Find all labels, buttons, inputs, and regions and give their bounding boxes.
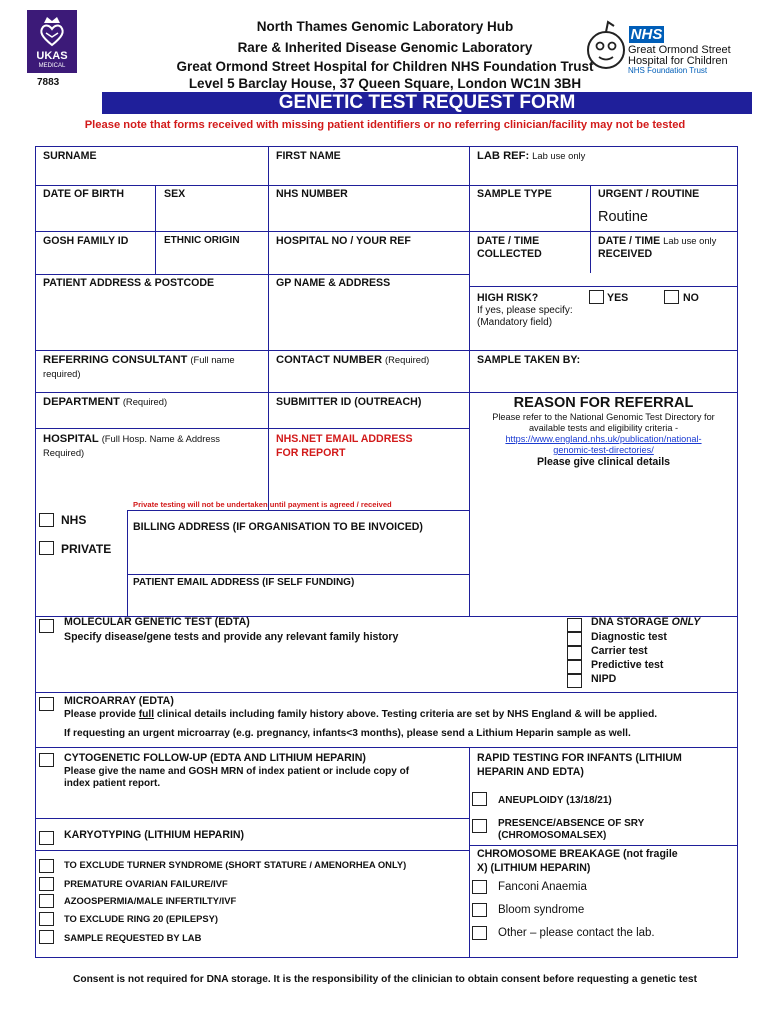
- rapid-line1: RAPID TESTING FOR INFANTS (LITHIUM: [477, 752, 682, 764]
- billing-address-label: BILLING ADDRESS (IF ORGANISATION TO BE INVOICED): [133, 521, 423, 533]
- grid-line: [35, 274, 469, 275]
- department-note: (Required): [122, 396, 168, 407]
- form-title: [102, 92, 752, 114]
- rapid-line2: HEPARIN AND EDTA): [477, 766, 584, 778]
- grid-line: [127, 510, 128, 616]
- cytogenetic-checkbox[interactable]: [39, 753, 54, 767]
- aneuploidy-checkbox[interactable]: [472, 792, 487, 806]
- aneuploidy-label: ANEUPLOIDY (13/18/21): [498, 795, 612, 806]
- rapid-title: [477, 752, 682, 778]
- referring-consultant-note: (Full name: [190, 354, 235, 365]
- hospital-label: [43, 433, 265, 458]
- date-collected-line1: DATE / TIME: [477, 235, 540, 247]
- breakage-line2: X) (LITHIUM HEPARIN): [477, 862, 591, 874]
- reason-clinical: Please give clinical details: [536, 456, 671, 468]
- molecular-checkbox[interactable]: [39, 619, 54, 633]
- grid-line: [469, 146, 470, 616]
- nhs-checkbox[interactable]: [39, 513, 54, 527]
- referring-consultant-note2: required): [43, 368, 81, 379]
- nhs-email-label: [276, 433, 413, 459]
- form-title-text: GENETIC TEST REQUEST FORM: [278, 92, 576, 113]
- hospital-no-label: HOSPITAL NO / YOUR REF: [276, 235, 411, 247]
- predictive-label: Predictive test: [591, 659, 664, 671]
- fanconi-checkbox[interactable]: [472, 880, 487, 894]
- nhs-email-line1: NHS.NET EMAIL ADDRESS: [276, 433, 413, 445]
- dna-storage-only: ONLY: [671, 616, 701, 628]
- lab-requested-checkbox[interactable]: [39, 930, 54, 944]
- nhs-email-line2: FOR REPORT: [276, 447, 346, 459]
- reason-title: REASON FOR REFERRAL: [513, 395, 694, 411]
- contact-number-note: (Required): [385, 354, 430, 365]
- sex-label: SEX: [164, 188, 186, 200]
- grid-line: [35, 185, 738, 186]
- gosh-child-icon: [584, 20, 632, 75]
- gosh-name1: Great Ormond Street: [628, 44, 731, 56]
- breakage-line1: CHROMOSOME BREAKAGE (not fragile: [477, 848, 678, 860]
- other-label: Other – please contact the lab.: [498, 927, 655, 939]
- grid-line: [469, 845, 738, 846]
- header-line3: Great Ormond Street Hospital for Children NHS Foundation Trust: [176, 59, 594, 74]
- microarray-line1-post: clinical details including family history above. Testing criteria are set by NHS England & will be applied.: [154, 709, 658, 720]
- cytogenetic-note2: index patient report.: [64, 778, 161, 789]
- high-risk-note2: (Mandatory field): [477, 317, 553, 328]
- breakage-title: [477, 848, 678, 874]
- reason-link2[interactable]: genomic-test-directories/: [553, 445, 654, 455]
- lab-requested-label: SAMPLE REQUESTED BY LAB: [64, 932, 202, 943]
- patient-email-label: PATIENT EMAIL ADDRESS (IF SELF FUNDING): [133, 577, 355, 588]
- dna-storage-label: [591, 616, 700, 628]
- grid-line: [469, 747, 470, 958]
- date-received-note: Lab use only: [663, 235, 717, 246]
- contact-number-text: CONTACT NUMBER: [276, 354, 383, 366]
- date-received-line1: DATE / TIME: [598, 235, 661, 247]
- private-billing-label: PRIVATE: [61, 542, 112, 556]
- karyotyping-checkbox[interactable]: [39, 831, 54, 845]
- hospital-note2: Required): [43, 447, 85, 458]
- turner-label: TO EXCLUDE TURNER SYNDROME (SHORT STATURE / AMENORHEA ONLY): [64, 859, 407, 870]
- gosh-trust: NHS Foundation Trust: [628, 66, 708, 75]
- sample-taken-by-label: SAMPLE TAKEN BY:: [477, 354, 581, 366]
- grid-line: [35, 850, 469, 851]
- cytogenetic-title: CYTOGENETIC FOLLOW-UP (EDTA AND LITHIUM HEPARIN): [64, 752, 366, 764]
- grid-line: [35, 428, 469, 429]
- private-note: Private testing will not be undertaken until payment is agreed / received: [133, 500, 392, 509]
- ring20-checkbox[interactable]: [39, 912, 54, 926]
- high-risk-yes-checkbox[interactable]: [589, 290, 604, 304]
- azoospermia-label: AZOOSPERMIA/MALE INFERTILTY/IVF: [64, 895, 237, 906]
- gosh-name2: Hospital for Children: [628, 55, 728, 67]
- date-collected-label: [477, 235, 542, 260]
- bloom-label: Bloom syndrome: [498, 904, 585, 916]
- grid-line: [35, 392, 738, 393]
- sry-checkbox[interactable]: [472, 819, 487, 833]
- department-text: DEPARTMENT: [43, 396, 120, 408]
- grid-line: [155, 185, 156, 275]
- grid-line: [469, 286, 738, 287]
- microarray-line2: If requesting an urgent microarray (e.g. pregnancy, infants<3 months), please send a Lithium Heparin sample as well.: [64, 728, 631, 739]
- routine-value[interactable]: Routine: [598, 209, 648, 225]
- ovarian-label: PREMATURE OVARIAN FAILURE/IVF: [64, 878, 228, 889]
- nipd-label: NIPD: [591, 673, 617, 685]
- high-risk-yes-label: YES: [607, 292, 629, 304]
- lab-ref-label: [477, 150, 585, 162]
- reason-link1[interactable]: https://www.england.nhs.uk/publication/national-: [505, 434, 702, 444]
- bloom-checkbox[interactable]: [472, 903, 487, 917]
- nipd-checkbox[interactable]: [567, 674, 582, 688]
- gosh-logo: [584, 20, 754, 75]
- grid-line: [469, 231, 738, 232]
- ukas-text: UKAS: [36, 50, 68, 62]
- reason-note2: available tests and eligibility criteria -: [528, 423, 679, 433]
- dna-storage-checkbox[interactable]: [567, 618, 582, 632]
- grid-line: [35, 231, 469, 232]
- header-line1: North Thames Genomic Laboratory Hub: [256, 19, 514, 34]
- ethnic-origin-label: ETHNIC ORIGIN: [164, 235, 240, 246]
- header-line2: Rare & Inherited Disease Genomic Laboratory: [237, 40, 533, 55]
- diagnostic-label: Diagnostic test: [591, 631, 667, 643]
- high-risk-note1: If yes, please specify:: [477, 305, 573, 316]
- ovarian-checkbox[interactable]: [39, 877, 54, 891]
- date-received-line2: RECEIVED: [598, 248, 653, 260]
- grid-line: [35, 747, 738, 748]
- predictive-checkbox[interactable]: [567, 660, 582, 674]
- high-risk-no-checkbox[interactable]: [664, 290, 679, 304]
- grid-line: [590, 185, 591, 273]
- header-line4: Level 5 Barclay House, 37 Queen Square, London WC1N 3BH: [188, 76, 582, 91]
- private-checkbox[interactable]: [39, 541, 54, 555]
- fanconi-label: Fanconi Anaemia: [498, 881, 587, 893]
- footer-note: Consent is not required for DNA storage. It is the responsibility of the clinician to obtain consent before requesting a genetic test: [73, 974, 697, 985]
- microarray-line1: [64, 709, 657, 720]
- ukas-number: 7883: [37, 77, 60, 88]
- sry-label: [498, 818, 644, 841]
- surname-label: SURNAME: [43, 150, 97, 162]
- grid-line: [127, 510, 469, 511]
- gosh-family-id-label: GOSH FAMILY ID: [43, 235, 129, 247]
- microarray-title: MICROARRAY (EDTA): [64, 695, 174, 707]
- ring20-label: TO EXCLUDE RING 20 (EPILEPSY): [64, 913, 219, 924]
- referring-consultant-label: [43, 354, 263, 379]
- urgent-routine-label: URGENT / ROUTINE: [598, 188, 700, 200]
- grid-line: [35, 350, 738, 351]
- grid-line: [35, 818, 469, 819]
- sample-type-label: SAMPLE TYPE: [477, 188, 552, 200]
- sry-line2: (CHROMOSOMALSEX): [498, 830, 607, 841]
- turner-checkbox[interactable]: [39, 859, 54, 873]
- microarray-line1-underline: full: [138, 709, 155, 720]
- date-collected-line2: COLLECTED: [477, 248, 542, 260]
- hospital-text: HOSPITAL: [43, 433, 99, 445]
- cytogenetic-note1: Please give the name and GOSH MRN of index patient or include copy of: [64, 766, 410, 777]
- nhs-badge: NHS: [630, 26, 663, 43]
- high-risk-no-label: NO: [683, 292, 699, 304]
- azoospermia-checkbox[interactable]: [39, 894, 54, 908]
- molecular-subtitle: Specify disease/gene tests and provide any relevant family history: [64, 631, 399, 643]
- referring-consultant-text: REFERRING CONSULTANT: [43, 354, 188, 366]
- high-risk-label: HIGH RISK?: [477, 292, 539, 304]
- carrier-label: Carrier test: [591, 645, 648, 657]
- grid-line: [127, 574, 469, 575]
- dna-storage-text: DNA STORAGE: [591, 616, 669, 628]
- gp-name-label: GP NAME & ADDRESS: [276, 277, 391, 289]
- other-checkbox[interactable]: [472, 926, 487, 940]
- hospital-note: (Full Hosp. Name & Address: [101, 433, 220, 444]
- lab-ref-text: LAB REF:: [477, 150, 530, 162]
- nhs-billing-label: NHS: [61, 513, 87, 527]
- ukas-sub: MEDICAL: [38, 63, 66, 69]
- first-name-label: FIRST NAME: [276, 150, 341, 162]
- patient-address-label: PATIENT ADDRESS & POSTCODE: [43, 277, 215, 289]
- microarray-checkbox[interactable]: [39, 697, 54, 711]
- dob-label: DATE OF BIRTH: [43, 188, 125, 200]
- carrier-checkbox[interactable]: [567, 646, 582, 660]
- diagnostic-checkbox[interactable]: [567, 632, 582, 646]
- submitter-id-label: SUBMITTER ID (OUTREACH): [276, 396, 422, 408]
- sry-line1: PRESENCE/ABSENCE OF SRY: [498, 818, 645, 829]
- grid-line: [35, 692, 738, 693]
- contact-number-label: [276, 354, 429, 366]
- reason-note1: Please refer to the National Genomic Test Directory for: [492, 412, 715, 422]
- microarray-line1-pre: Please provide: [64, 709, 139, 720]
- nhs-number-label: NHS NUMBER: [276, 188, 348, 200]
- date-received-label: [598, 235, 716, 260]
- karyotyping-title: KARYOTYPING (LITHIUM HEPARIN): [64, 829, 245, 841]
- molecular-title: MOLECULAR GENETIC TEST (EDTA): [64, 616, 250, 628]
- warning-text: Please note that forms received with missing patient identifiers or no referring clinician/facility may not be tested: [84, 119, 686, 131]
- lab-ref-note: Lab use only: [532, 150, 586, 161]
- grid-line: [268, 146, 269, 510]
- department-label: [43, 396, 167, 408]
